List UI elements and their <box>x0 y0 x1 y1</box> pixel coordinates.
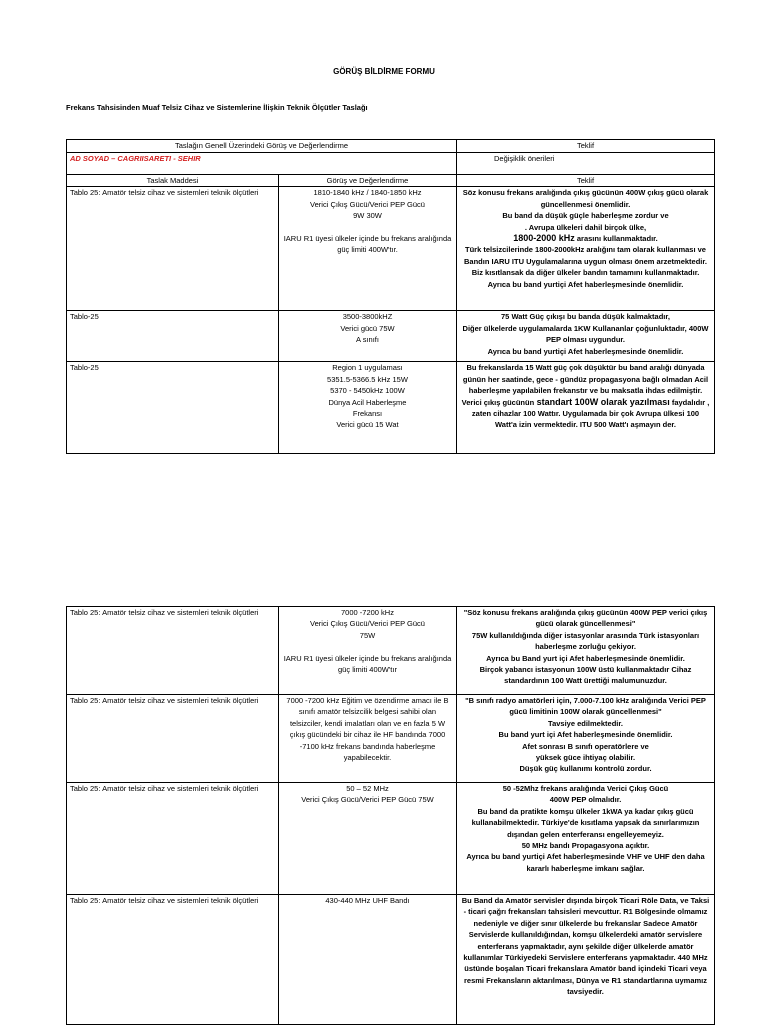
gorus-cell[interactable]: 3500-3800kHZ Verici gücü 75W A sınıfı <box>279 311 457 362</box>
madde-cell: Tablo-25 <box>67 311 279 362</box>
name-row <box>67 153 715 175</box>
teklif-text: Bu frekanslarda 15 Watt güç çok düşüktür bu band aralığı dünyada günün her saatinde, gece - gündüz propagasyona bağlı olmadan Acil haberleşme yapılabilen frekanstır ve bu maksatla ihdas edilmiştir. Verici çıkış gücünün <box>461 363 709 407</box>
teklif-cell[interactable]: 75 Watt Güç çıkışı bu banda düşük kalmaktadır, Diğer ülkelerde uygulamalarda 1KW Kullananlar çoğunluktadır, 400W PEP olması uygundur. Ayrıca bu band yurtiçi Afet haberleşmesinde önemlidir. <box>457 311 715 362</box>
teklif-text-continued: Türk telsizcilerinde 1800-2000kHz aralığını tam olarak kullanması ve Bandın IARU ITU Uygulamalarına uygun olması önem arzetmektedir. Biz kısıtlansak da diğer ülkeler bandın tamamını kullanmaktadır. Ayrıca bu band yurtiçi Afet haberleşmesinde önemlidir. <box>464 245 707 289</box>
madde-cell: Tablo 25: Amatör telsiz cihaz ve sistemleri teknik ölçütleri <box>67 895 279 1025</box>
madde-cell: Tablo 25: Amatör telsiz cihaz ve sistemleri teknik ölçütleri <box>67 607 279 695</box>
teklif-text: Söz konusu frekans aralığında çıkış gücünün 400W çıkış gücü olarak güncellenmesi önemlidir. Bu band da düşük güçle haberleşme zordur ve . Avrupa ülkeleri dahil birçok ülke, <box>462 188 709 232</box>
name-cell[interactable] <box>67 153 457 175</box>
change-suggestions: Değişiklik önerileri <box>494 154 555 163</box>
change-suggestions-cell[interactable] <box>457 153 715 175</box>
table-row <box>67 783 715 895</box>
gorus-cell[interactable]: 7000 -7200 kHz Eğitim ve özendirme amacı ile B sınıfı amatör telsizcilik belgesi sahibi olan telsizciler, kendi imalatları olan ve en fazla 5 W çıkış gücündeki bir cihaz ile HF bandında 7000 -7100 kHz frekans bandında haberleşme yapabilecektir. <box>279 695 457 783</box>
teklif-cell[interactable]: Bu Band da Amatör servisler dışında birçok Ticari Röle Data, ve Taksi - ticari çağrı frekansları tahsisleri mevcuttur. R1 Bölgesinde olmamız nedeniyle ve diğer sınır ülkelerde bu frekanslar Sadece Amatör Servislerde kullanıldığından, komşu ülkelerdeki amatör servislere enterferans yapmaktadır, aynı şekilde diğer ülkelerde amatör kullanımlar Türkiyedeki Servislere enterferans yapmaktadır. 440 MHz üstünde boşalan Ticari frekanslara Amatör band içindeki Ticari veya resmi Frekansların aktarılması, Dünya ve R1 standartlarına uymamız tavsiyedir. <box>457 895 715 1025</box>
madde-cell: Tablo-25 <box>67 362 279 454</box>
teklif-cell[interactable] <box>457 187 715 311</box>
col-header-gorus: Görüş ve Değerlendirme <box>279 175 457 187</box>
comments-table-page2 <box>66 606 715 1025</box>
teklif-cell[interactable]: "Söz konusu frekans aralığında çıkış gücünün 400W PEP verici çıkış gücü olarak güncellenmesi" 75W kullanıldığında diğer istasyonlar arasında Türk istasyonları haberleşme zorluğu çekiyor. Ayrıca bu Band yurt içi Afet haberleşmesinde önemlidir. Birçok yabancı istasyonun 100W üstü kullanmaktadır Cihaz standardının 100 Watt ürettiği malumunuzdur. <box>457 607 715 695</box>
table-row <box>67 187 715 311</box>
table-row <box>67 695 715 783</box>
comments-table-page1 <box>66 139 715 454</box>
teklif-cell[interactable]: "B sınıfı radyo amatörleri için, 7.000-7.100 kHz aralığında Verici PEP gücü limitinin 100W olarak güncellenmesi" Tavsiye edilmektedir. Bu band yurt içi Afet haberleşmesinde önemlidir. Afet sonrası B sınıfı operatörlere ve yüksek güce ihtiyaç olabilir. Düşük güç kullanımı kontrolü zordur. <box>457 695 715 783</box>
gorus-cell[interactable]: 7000 -7200 kHz Verici Çıkış Gücü/Verici PEP Gücü 75W IARU R1 üyesi ülkeler içinde bu frekans aralığında güç limiti 400W'tır <box>279 607 457 695</box>
madde-cell: Tablo 25: Amatör telsiz cihaz ve sistemleri teknik ölçütleri <box>67 187 279 311</box>
gorus-cell[interactable]: Region 1 uygulaması 5351.5-5366.5 kHz 15W 5370 - 5450kHz 100W Dünya Acil Haberleşme Frekansı Verici gücü 15 Wat <box>279 362 457 454</box>
teklif-heading: Teklif <box>457 140 715 153</box>
form-title: GÖRÜŞ BİLDİRME FORMU <box>333 67 435 76</box>
gorus-cell[interactable]: 50 – 52 MHz Verici Çıkış Gücü/Verici PEP Gücü 75W <box>279 783 457 895</box>
table-row <box>67 607 715 695</box>
name-field: AD SOYAD – CAGRIISARETI - SEHIR <box>70 154 201 163</box>
teklif-highlight: standart 100W olarak yazılması <box>534 396 670 407</box>
column-header-row <box>67 175 715 187</box>
madde-cell: Tablo 25: Amatör telsiz cihaz ve sistemleri teknik ölçütleri <box>67 783 279 895</box>
teklif-highlight: 1800-2000 kHz <box>513 233 575 244</box>
table-row <box>67 362 715 454</box>
teklif-text-continued: faydalıdır , zaten cihazlar 100 Wattır. Uygulamada bir çok Avrupa ülkesi 100 Watt'a izin vermektedir. ITU 500 Watt'ı aşmayın der. <box>471 397 710 430</box>
form-subtitle: Frekans Tahsisinden Muaf Telsiz Cihaz ve Sistemlerine İlişkin Teknik Ölçütler Taslağı <box>66 103 368 112</box>
general-heading: Taslağın Genell Üzerindeki Görüş ve Değerlendirme <box>67 140 457 153</box>
gorus-cell[interactable]: 1810-1840 kHz / 1840-1850 kHz Verici Çıkış Gücü/Verici PEP Gücü 9W 30W IARU R1 üyesi ülkeler içinde bu frekans aralığında güç limiti 400W'tır. <box>279 187 457 311</box>
col-header-madde: Taslak Maddesi <box>67 175 279 187</box>
teklif-text-suffix: arasını kullanmaktadır. <box>574 234 658 244</box>
gorus-cell[interactable]: 430-440 MHz UHF Bandı <box>279 895 457 1025</box>
teklif-cell[interactable]: 50 -52Mhz frekans aralığında Verici Çıkış Gücü 400W PEP olmalıdır. Bu band da pratikte komşu ülkeler 1kWA ya kadar çıkış gücü kullanabilmektedir. Türkiye'de kısıtlama yapsak da sınırlarımızın dışından gelen enterferansı engelleyemeyiz. 50 MHz bandı Propagasyona açıktır. Ayrıca bu band yurtiçi Afet haberleşmesinde VHF ve UHF den daha kararlı haberleşme imkanı sağlar. <box>457 783 715 895</box>
madde-cell: Tablo 25: Amatör telsiz cihaz ve sistemleri teknik ölçütleri <box>67 695 279 783</box>
teklif-cell[interactable] <box>457 362 715 454</box>
table-row <box>67 895 715 1025</box>
table-row <box>67 311 715 362</box>
general-header-row <box>67 140 715 153</box>
col-header-teklif: Teklif <box>457 175 715 187</box>
